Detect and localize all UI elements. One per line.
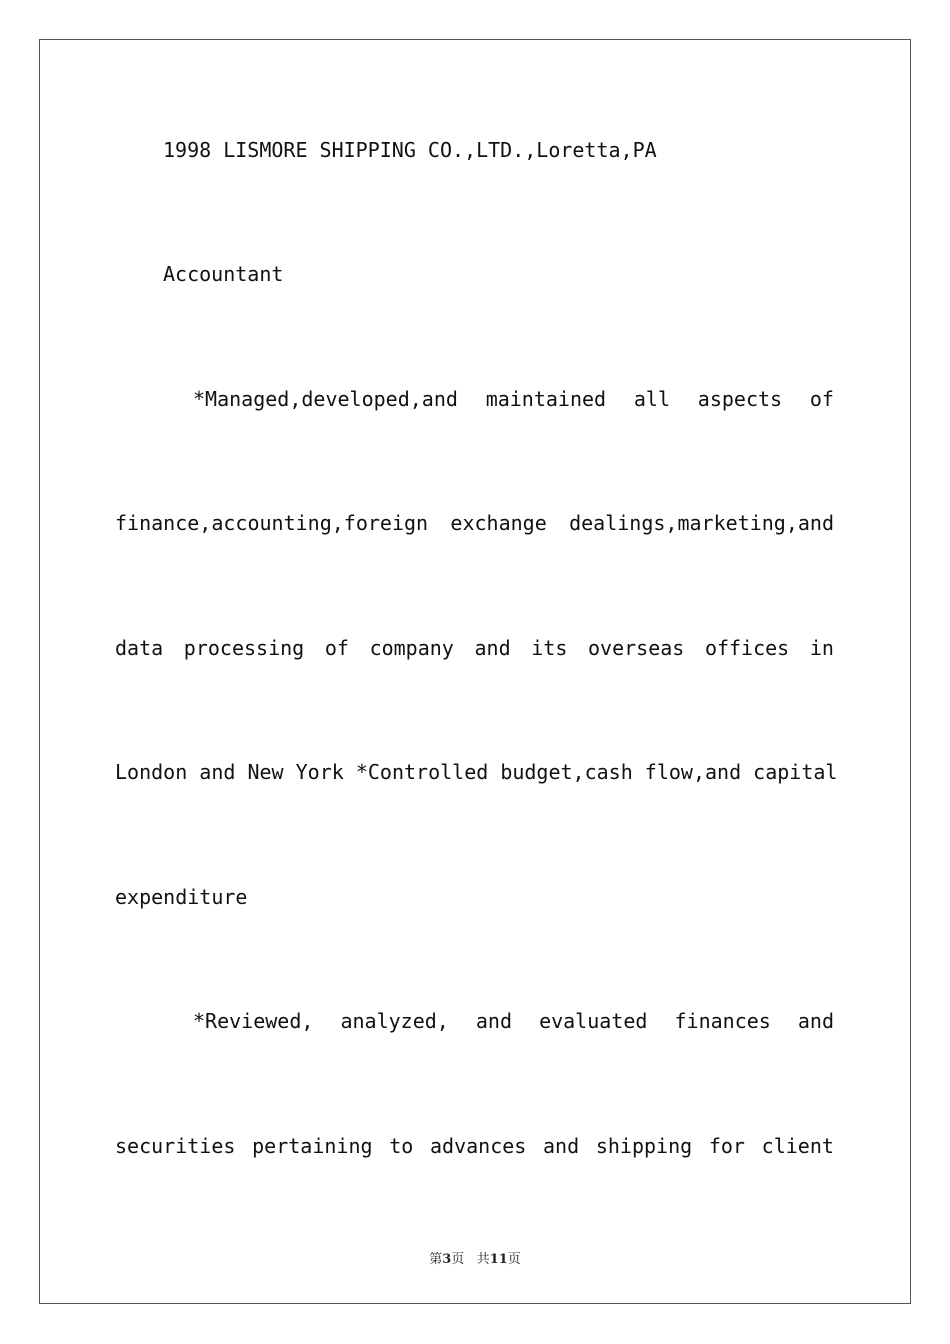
footer-total-unit: 页 [507, 1252, 521, 1267]
word: dealings,marketing,and [569, 511, 834, 535]
word: finances [674, 1009, 771, 1033]
word: securities [115, 1134, 236, 1158]
word: *Reviewed, [193, 1009, 314, 1033]
word: data [115, 636, 164, 660]
word: pertaining [252, 1134, 373, 1158]
word: to [389, 1134, 414, 1158]
paragraph1-line1 [193, 387, 834, 411]
word: its [531, 636, 568, 660]
page-footer [0, 1248, 950, 1267]
word: shipping [595, 1134, 693, 1158]
total-pages: 11 [489, 1252, 508, 1267]
word: offices [704, 636, 790, 660]
word: and [475, 1009, 513, 1033]
word: in [809, 636, 834, 660]
paragraph1-line2 [115, 511, 834, 535]
word: client [761, 1134, 834, 1158]
paragraph2-line2 [115, 1134, 834, 1158]
employer-line: 1998 LISMORE SHIPPING CO.,LTD.,Loretta,PA [163, 138, 657, 162]
footer-page-unit: 页 [451, 1252, 465, 1267]
word: evaluated [539, 1009, 648, 1033]
word: aspects [697, 387, 783, 411]
paragraph1-line4: London and New York *Controlled budget,cash flow,and capital [115, 760, 838, 784]
word: overseas [587, 636, 685, 660]
paragraph2-line1 [193, 1009, 834, 1033]
word: analyzed, [340, 1009, 449, 1033]
footer-total-prefix: 共 [476, 1252, 490, 1267]
word: exchange [450, 511, 547, 535]
word: for [708, 1134, 745, 1158]
word: and [474, 636, 511, 660]
job-title: Accountant [163, 262, 284, 286]
word: processing [183, 636, 305, 660]
page-border [39, 39, 911, 1304]
footer-prefix: 第 [429, 1252, 443, 1267]
word: finance,accounting,foreign [115, 511, 429, 535]
page-number: 3 [442, 1252, 452, 1267]
word: and [797, 1009, 834, 1033]
word: of [809, 387, 834, 411]
word: company [369, 636, 454, 660]
word: of [324, 636, 349, 660]
word: *Managed,developed,and [193, 387, 458, 411]
paragraph1-line3 [115, 636, 834, 660]
word: all [633, 387, 671, 411]
word: and [543, 1134, 580, 1158]
paragraph1-line5: expenditure [115, 885, 248, 909]
word: advances [430, 1134, 527, 1158]
word: maintained [485, 387, 607, 411]
